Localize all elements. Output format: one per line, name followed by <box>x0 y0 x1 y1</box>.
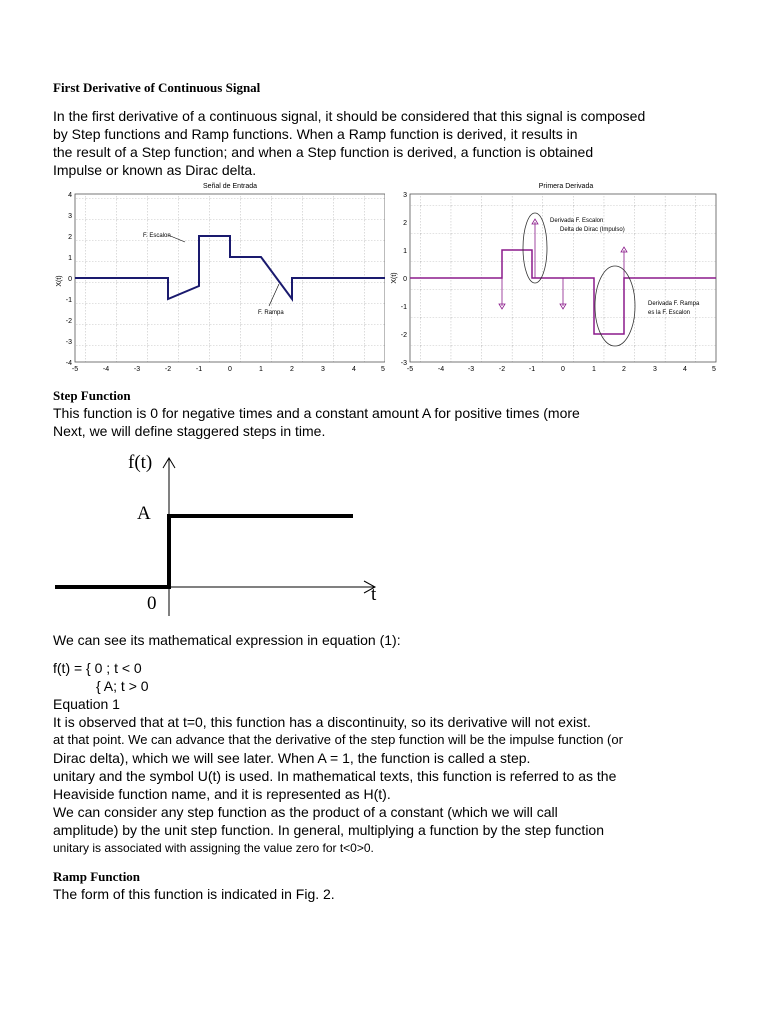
y-tick: -2 <box>65 318 72 325</box>
paragraph-line: amplitude) by the unit step function. In general, multiplying a function by the step function <box>53 822 604 838</box>
x-tick: 3 <box>321 366 325 373</box>
input-signal-plot <box>55 178 385 378</box>
step-line <box>55 516 353 587</box>
first-derivative-plot <box>390 178 720 378</box>
y-axis-label: X(t) <box>56 275 63 287</box>
level-label: A <box>137 503 151 524</box>
x-tick: -3 <box>467 366 475 373</box>
paragraph-line: The form of this function is indicated in Fig. 2. <box>53 886 335 902</box>
y-axis-label: X(t) <box>391 272 398 284</box>
y-tick: 1 <box>403 248 407 255</box>
x-tick: -5 <box>406 366 414 373</box>
y-tick: 4 <box>68 192 72 199</box>
x-tick: 2 <box>290 366 294 373</box>
paragraph-line: It is observed that at t=0, this function has a discontinuity, so its derivative will not exist. <box>53 714 591 730</box>
paragraph-line: Dirac delta), which we will see later. When A = 1, the function is called a step. <box>53 750 531 766</box>
plot-title: Primera Derivada <box>538 183 594 190</box>
equation-line-1: f(t) = { 0 ; t < 0 <box>53 660 142 676</box>
paragraph-line: Heaviside function name, and it is represented as H(t). <box>53 786 391 802</box>
y-tick: 2 <box>68 234 72 241</box>
x-tick: 0 <box>228 366 232 373</box>
x-tick: -3 <box>133 366 141 373</box>
y-tick: -3 <box>400 360 407 367</box>
y-tick: -2 <box>400 332 407 339</box>
x-tick: -4 <box>437 366 445 373</box>
x-tick: 4 <box>352 366 356 373</box>
y-tick: -1 <box>400 304 407 311</box>
y-tick: -1 <box>65 297 72 304</box>
y-tick: 3 <box>68 213 72 220</box>
paragraph-line: Impulse or known as Dirac delta. <box>53 162 257 178</box>
x-tick: 5 <box>381 366 385 373</box>
paragraph-line: We can see its mathematical expression in equation (1): <box>53 632 401 648</box>
step-annotation: F. Escalon <box>143 233 171 239</box>
y-tick: 3 <box>403 192 407 199</box>
paragraph-line: by Step functions and Ramp functions. When a Ramp function is derived, it results in <box>53 126 578 142</box>
paragraph-line: the result of a Step function; and when a Step function is derived, a function is obtained <box>53 144 594 160</box>
x-tick: -1 <box>528 366 536 373</box>
x-tick: -2 <box>498 366 506 373</box>
ramp-annotation: F. Rampa <box>258 310 284 316</box>
dirac-annotation: Delta de Dirac (Impulso) <box>560 227 625 233</box>
x-tick: -4 <box>102 366 110 373</box>
ramp-derivative-annotation: Derivada F. Rampa <box>648 301 700 307</box>
ylabel: f(t) <box>128 452 153 473</box>
x-tick: 4 <box>683 366 687 373</box>
xlabel: t <box>371 584 377 605</box>
section-heading-step-function: Step Function <box>53 388 131 403</box>
x-tick: -1 <box>195 366 203 373</box>
y-tick: -4 <box>65 360 72 367</box>
paragraph-line: This function is 0 for negative times and a constant amount A for positive times (more <box>53 405 580 421</box>
section-heading-first-derivative: First Derivative of Continuous Signal <box>53 80 261 95</box>
y-tick: -3 <box>65 339 72 346</box>
y-tick: 1 <box>68 255 72 262</box>
x-tick: 2 <box>622 366 626 373</box>
plot-title: Señal de Entrada <box>202 183 258 190</box>
paragraph-line: Next, we will define staggered steps in time. <box>53 423 326 439</box>
equation-label: Equation 1 <box>53 696 120 712</box>
y-tick: 2 <box>403 220 407 227</box>
equation-line-2: { A; t > 0 <box>96 678 149 694</box>
x-tick: 0 <box>561 366 565 373</box>
paragraph-line: at that point. We can advance that the derivative of the step function will be the impulse function (or <box>53 732 623 747</box>
y-tick: 0 <box>403 276 407 283</box>
step-function-figure <box>53 448 393 618</box>
x-tick: 3 <box>653 366 657 373</box>
x-tick: 1 <box>259 366 263 373</box>
y-tick: 0 <box>68 276 72 283</box>
paragraph-line: We can consider any step function as the product of a constant (which we will call <box>53 804 558 820</box>
step-derivative-annotation: Derivada F. Escalon <box>550 218 604 224</box>
paragraph-line: unitary and the symbol U(t) is used. In mathematical texts, this function is referred to as the <box>53 768 617 784</box>
origin-label: 0 <box>147 593 157 614</box>
x-tick: -5 <box>71 366 79 373</box>
paragraph-line: In the first derivative of a continuous signal, it should be considered that this signal is composed <box>53 108 646 124</box>
ramp-derivative-annotation-2: es la F. Escalon <box>648 310 691 316</box>
x-tick: 5 <box>712 366 716 373</box>
section-heading-ramp-function: Ramp Function <box>53 869 141 884</box>
x-tick: -2 <box>164 366 172 373</box>
x-tick: 1 <box>592 366 596 373</box>
paragraph-line: unitary is associated with assigning the value zero for t<0>0. <box>53 841 374 855</box>
